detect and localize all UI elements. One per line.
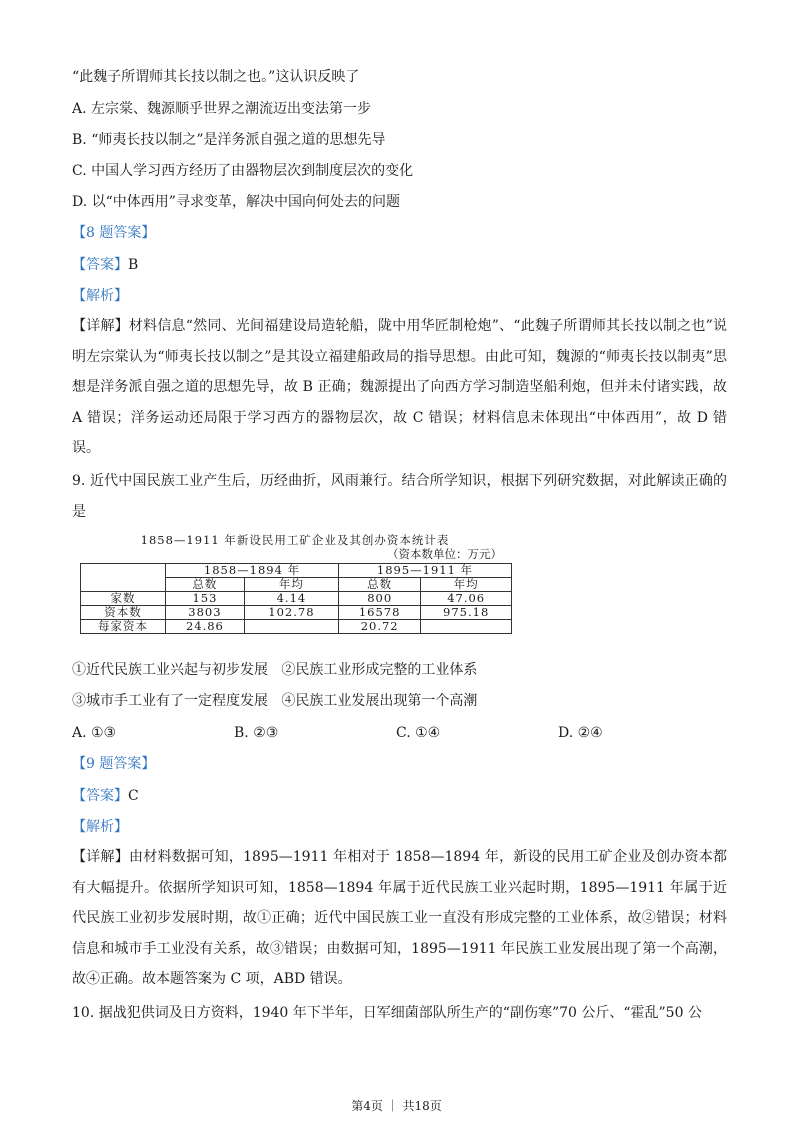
table-cell: 24.86	[166, 620, 245, 634]
q9-statements-1: ①近代民族工业兴起与初步发展 ②民族工业形成完整的工业体系	[72, 662, 478, 678]
table-col-avg: 年均	[244, 578, 338, 592]
q9-detail: 【详解】由材料数据可知，1895—1911 年相对于 1858—1894 年，新设的民用工矿企业及创办资本都有大幅提升。依据所学知识可知，1858—1894 年属于近代民族工业兴起时期，1895—1911 年属于近代民族工业初步发展时期，故①正确；近代中国民族工业一直没有形成完整的工业体系，故②错误；材料信息和城市手工业没有关系，故③错误；由数据可知，1895—1911 年民族工业发展出现了第一个高潮，故④正确。故本题答案为 C 项，ABD 错误。	[72, 849, 727, 987]
table-period-2: 1895—1911 年	[338, 564, 511, 578]
q8-analysis-tag: 【解析】	[72, 288, 128, 304]
page-footer: 第4页 ｜ 共18页	[351, 1099, 442, 1113]
table-col-total: 总数	[338, 578, 420, 592]
q9-stem: 9. 近代中国民族工业产生后，历经曲折，风雨兼行。结合所学知识，根据下列研究数据，对此解读正确的是	[72, 473, 727, 520]
row-label: 资本数	[81, 606, 166, 620]
q9-answer	[72, 786, 139, 806]
table-cell: 153	[166, 592, 245, 606]
table-cell: 47.06	[421, 592, 512, 606]
table-row	[81, 606, 512, 620]
q9-answer-header: 【9 题答案】	[72, 756, 156, 772]
table-row	[81, 620, 512, 634]
table-cell: 102.78	[244, 606, 338, 620]
table-col-total: 总数	[166, 578, 245, 592]
q9-option-a[interactable]: A. ①③	[72, 725, 117, 741]
q10-stem: 10. 据战犯供词及日方资料，1940 年下半年，日军细菌部队所生产的“副伤寒”70 公斤、“霍乱”50 公	[72, 1005, 702, 1021]
q9-answer-value: C	[128, 788, 139, 804]
table-cell: 16578	[338, 606, 420, 620]
table-cell	[244, 620, 338, 634]
table-col-avg: 年均	[421, 578, 512, 592]
q8-answer	[72, 255, 138, 275]
q8-option-c[interactable]: C. 中国人学习西方经历了由器物层次到制度层次的变化	[72, 163, 414, 179]
q8-option-d[interactable]: D. 以“中体西用”寻求变革，解决中国向何处去的问题	[72, 194, 400, 210]
table-cell: 4.14	[244, 592, 338, 606]
table-cell: 800	[338, 592, 420, 606]
row-label: 家数	[81, 592, 166, 606]
table-title: 1858—1911 年新设民用工矿企业及其创办资本统计表	[140, 533, 450, 547]
stats-table-figure	[80, 533, 520, 634]
stats-table	[80, 563, 512, 634]
q9-option-c[interactable]: C. ①④	[396, 725, 441, 741]
row-label: 每家资本	[81, 620, 166, 634]
table-row	[81, 592, 512, 606]
table-cell	[421, 620, 512, 634]
table-period-1: 1858—1894 年	[166, 564, 339, 578]
q9-options	[72, 723, 722, 743]
answer-tag: 【答案】	[72, 257, 128, 273]
table-cell: 20.72	[338, 620, 420, 634]
q8-intro: “此魏子所谓师其长技以制之也。”这认识反映了	[72, 69, 360, 85]
q8-answer-header: 【8 题答案】	[72, 225, 156, 241]
q9-analysis-tag: 【解析】	[72, 819, 128, 835]
table-unit: （资本数单位：万元）	[387, 547, 502, 561]
answer-tag: 【答案】	[72, 788, 128, 804]
q9-statements-2: ③城市手工业有了一定程度发展 ④民族工业发展出现第一个高潮	[72, 693, 478, 709]
table-cell: 975.18	[421, 606, 512, 620]
table-cell: 3803	[166, 606, 245, 620]
table-corner	[81, 564, 166, 592]
q8-option-a[interactable]: A. 左宗棠、魏源顺乎世界之潮流迈出变法第一步	[72, 101, 372, 117]
q9-option-d[interactable]: D. ②④	[558, 725, 603, 741]
q8-answer-value: B	[128, 257, 139, 273]
q8-detail: 【详解】材料信息“然同、光间福建设局造轮船，陇中用华匠制枪炮”、“此魏子所谓师其长技以制之也”说明左宗棠认为“师夷长技以制之”是其设立福建船政局的指导思想。由此可知，魏源的“师夷长技以制夷”思想是洋务派自强之道的思想先导，故 B 正确；魏源提出了向西方学习制造坚船利炮，但并未付诸实践，故 A 错误；洋务运动还局限于学习西方的器物层次，故 C 错误；材料信息未体现出“中体西用”，故 D 错误。	[72, 318, 727, 456]
q9-option-b[interactable]: B. ②③	[234, 725, 279, 741]
q8-option-b[interactable]: B. “师夷长技以制之”是洋务派自强之道的思想先导	[72, 132, 386, 148]
